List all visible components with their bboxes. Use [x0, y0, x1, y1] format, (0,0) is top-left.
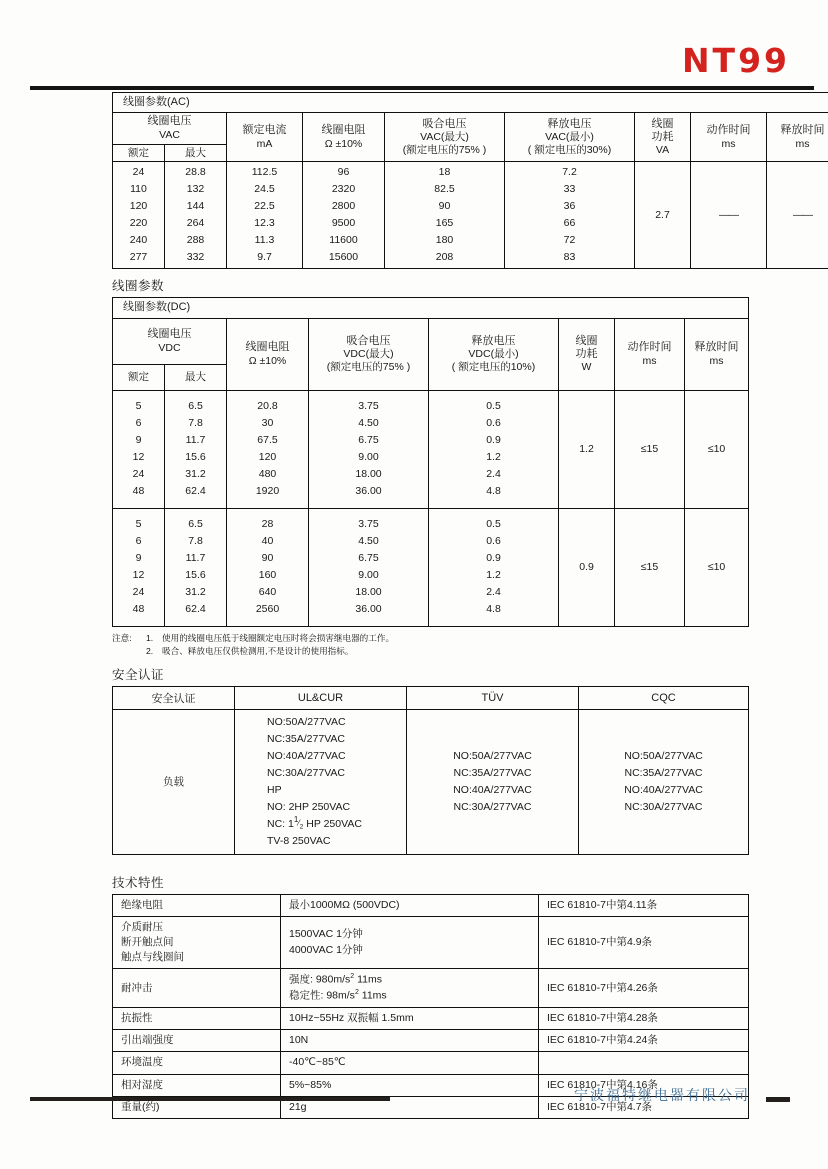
list-item: 0.5 — [486, 400, 501, 413]
list-item: 48 — [132, 485, 145, 498]
list-item: 18.00 — [355, 468, 382, 481]
list-item: 165 — [435, 217, 454, 230]
header-release-time-unit: ms — [709, 354, 724, 367]
list-item: NC:35A/277VAC — [267, 732, 346, 745]
header-operate-time — [615, 318, 685, 390]
table-row — [113, 916, 749, 969]
list-item: 11600 — [329, 234, 358, 247]
tech-row-value: 1500VAC 1分钟 4000VAC 1分钟 — [281, 916, 539, 969]
list-item: NO:40A/277VAC — [624, 783, 703, 796]
list-item: 6 — [135, 535, 142, 548]
list-item: 15.6 — [185, 569, 206, 582]
table-row — [113, 1030, 749, 1052]
tech-row-name: 绝缘电阻 — [113, 894, 281, 916]
list-item: 7.8 — [188, 417, 203, 430]
list-item: 112.5 — [251, 166, 278, 179]
header-rated: 额定 — [113, 144, 165, 162]
list-item: 48 — [132, 603, 145, 616]
dc1-rated-values — [113, 390, 165, 508]
list-item: 0.9 — [486, 552, 501, 565]
list-item: 12 — [132, 569, 145, 582]
list-item: 160 — [258, 569, 277, 582]
header-pickup-voltage-note: (额定电压的75% ) — [402, 144, 487, 157]
list-item: 1.2 — [486, 451, 501, 464]
list-item: NO:40A/277VAC — [267, 749, 346, 762]
list-item: 9.00 — [358, 451, 379, 464]
dc2-operate-time-value: ≤15 — [615, 508, 685, 626]
header-pickup-voltage-unit: VAC(最大) — [420, 131, 469, 144]
dc1-release-time-value: ≤10 — [685, 390, 749, 508]
header-release-voltage-cn: 释放电压 — [547, 117, 592, 130]
list-item: 12 — [132, 451, 145, 464]
table-row — [113, 1052, 749, 1074]
list-item: 36 — [563, 200, 576, 213]
list-item: 33 — [563, 183, 576, 196]
dc2-pickup-values — [309, 508, 429, 626]
page-header — [0, 0, 828, 92]
list-item: 6.5 — [188, 400, 203, 413]
header-coil-resistance-cn: 线圈电阻 — [321, 124, 366, 137]
header-rated-current-unit: mA — [256, 137, 273, 150]
list-item: 12.3 — [254, 217, 275, 230]
list-item: NC:30A/277VAC — [267, 766, 346, 779]
header-coil-voltage-unit: VAC — [159, 128, 180, 141]
tech-row-name: 环境温度 — [113, 1052, 281, 1074]
list-item: 120 — [129, 200, 148, 213]
list-item: 0.5 — [486, 518, 501, 531]
header-pickup-voltage-unit: VDC(最大) — [343, 348, 394, 361]
tech-row-value: 21g — [281, 1096, 539, 1118]
list-item: 132 — [186, 183, 205, 196]
header-release-voltage-unit: VAC(最小) — [545, 131, 594, 144]
table-row — [113, 709, 749, 854]
list-item: 24 — [132, 468, 145, 481]
list-item: 120 — [258, 451, 277, 464]
dc-section-label: 线圈参数 — [112, 279, 165, 294]
list-item: 24.5 — [254, 183, 275, 196]
ac-pickup-values — [385, 162, 505, 269]
header-rated-current — [227, 113, 303, 162]
list-item: 1.2 — [486, 569, 501, 582]
list-item: 28.8 — [185, 166, 206, 179]
safety-col4-header: CQC — [579, 686, 749, 709]
header-release-voltage-cn: 释放电压 — [471, 334, 516, 347]
list-item: 30 — [261, 417, 274, 430]
list-item: 9.00 — [358, 569, 379, 582]
notes-label: 注意: — [112, 632, 132, 643]
table-row — [113, 969, 749, 1007]
dc-coil-table-wrapper — [112, 297, 748, 626]
tech-row-name: 重量(约) — [113, 1096, 281, 1118]
tech-row-name: 耐冲击 — [113, 969, 281, 1007]
header-operate-time-unit: ms — [721, 137, 736, 150]
header-coil-resistance — [227, 318, 309, 390]
tech-section-label: 技术特性 — [112, 875, 165, 890]
list-item: 5 — [135, 518, 142, 531]
header-coil-power-unit: VA — [655, 144, 670, 157]
list-item: HP — [267, 783, 282, 796]
dc2-rated-values — [113, 508, 165, 626]
list-item: 15600 — [328, 251, 359, 264]
list-item: NO:50A/277VAC — [453, 749, 532, 762]
header-coil-power — [559, 318, 615, 390]
list-item: TV-8 250VAC — [267, 834, 331, 847]
table-row — [113, 1007, 749, 1029]
list-item: 288 — [186, 234, 205, 247]
list-item: 3.75 — [358, 518, 379, 531]
list-item: 31.2 — [185, 586, 206, 599]
list-item: 67.5 — [257, 434, 278, 447]
list-item: 83 — [563, 251, 576, 264]
header-release-voltage — [505, 113, 635, 162]
list-item: 4.50 — [358, 417, 379, 430]
list-item: NC:35A/277VAC — [453, 766, 532, 779]
ac-table-caption: 线圈参数(AC) — [113, 93, 828, 113]
header-rated: 额定 — [113, 364, 165, 390]
header-pickup-voltage-note: (额定电压的75% ) — [326, 361, 411, 374]
header-max: 最大 — [165, 364, 227, 390]
ac-max-values — [165, 162, 227, 269]
list-item: 82.5 — [434, 183, 455, 196]
dc2-power-value: 0.9 — [559, 508, 615, 626]
header-coil-power-cn1: 线圈 — [575, 334, 598, 347]
list-item: 90 — [438, 200, 451, 213]
list-item: 1920 — [255, 485, 280, 498]
header-coil-voltage-cn: 线圈电压 — [147, 115, 192, 128]
company-name: 宁波福特继电器有限公司 — [574, 1087, 750, 1103]
notes-label-spacer — [112, 645, 146, 658]
fraction-half: $^1⁄_2$ — [293, 814, 304, 831]
header-release-voltage-note: ( 额定电压的10%) — [451, 361, 536, 374]
list-item: 0.9 — [486, 434, 501, 447]
tech-row-value: 5%~85% — [281, 1074, 539, 1096]
notes-block — [112, 632, 828, 658]
safety-certification-table — [112, 686, 749, 855]
safety-tuv-values — [407, 709, 579, 854]
list-item: 6.5 — [188, 518, 203, 531]
dc2-max-values — [165, 508, 227, 626]
list-item: 2560 — [255, 603, 280, 616]
list-item: 2320 — [331, 183, 356, 196]
list-item: NC:30A/277VAC — [624, 800, 703, 813]
table-header-row — [113, 318, 749, 364]
table-header-row — [113, 113, 828, 144]
safety-section-label: 安全认证 — [112, 667, 165, 682]
footer-dash-mark — [766, 1097, 790, 1102]
list-item: 2800 — [331, 200, 356, 213]
list-item: 208 — [435, 251, 454, 264]
ac-operate-time-value: —— — [691, 162, 767, 269]
dc1-max-values — [165, 390, 227, 508]
dc1-resistance-values — [227, 390, 309, 508]
page-footer — [0, 1085, 828, 1111]
header-coil-voltage-cn: 线圈电压 — [147, 328, 192, 341]
tech-row-standard: IEC 61810-7中第4.11条 — [539, 894, 749, 916]
list-item: 9 — [135, 552, 142, 565]
header-pickup-voltage-cn: 吸合电压 — [346, 334, 391, 347]
ac-power-value: 2.7 — [635, 162, 691, 269]
list-item: 24 — [132, 586, 145, 599]
list-item: 2.4 — [486, 468, 501, 481]
header-coil-power-cn2: 功耗 — [651, 131, 674, 143]
dc1-operate-time-value: ≤15 — [615, 390, 685, 508]
ac-resistance-values — [303, 162, 385, 269]
list-item: NO:50A/277VAC — [267, 715, 346, 728]
header-release-time-cn: 释放时间 — [694, 341, 739, 354]
header-coil-resistance-unit: Ω ±10% — [324, 137, 363, 150]
list-item: 11.3 — [254, 234, 275, 247]
list-item: 480 — [258, 468, 277, 481]
list-item: 4.8 — [486, 603, 501, 616]
header-coil-voltage — [113, 318, 227, 364]
header-release-time — [767, 113, 828, 162]
header-release-time-cn: 释放时间 — [780, 124, 825, 137]
list-item: 36.00 — [355, 603, 382, 616]
list-item: 9.7 — [257, 251, 272, 264]
header-release-voltage — [429, 318, 559, 390]
table-caption-row — [113, 298, 749, 318]
ac-coil-parameters-table — [112, 92, 828, 269]
tech-row-name: 抗振性 — [113, 1007, 281, 1029]
dc2-resistance-values — [227, 508, 309, 626]
tech-row-value: 最小1000MΩ (500VDC) — [281, 894, 539, 916]
ac-rated-values — [113, 162, 165, 269]
tech-row-standard: IEC 61810-7中第4.16条 — [539, 1074, 749, 1096]
dc2-release-values — [429, 508, 559, 626]
tech-row-standard: IEC 61810-7中第4.9条 — [539, 916, 749, 969]
list-item: 66 — [563, 217, 576, 230]
table-data-row — [113, 508, 749, 626]
tech-row-name: 引出端强度 — [113, 1030, 281, 1052]
note-text: 吸合、释放电压仅供检测用,不是设计的使用指标。 — [162, 645, 354, 656]
safety-row-label: 负载 — [113, 709, 235, 854]
list-item: 96 — [337, 166, 350, 179]
safety-col2-header: UL&CUR — [235, 686, 407, 709]
product-logo: NT99 — [681, 41, 790, 80]
list-item: NO:50A/277VAC — [624, 749, 703, 762]
list-item: 11.7 — [185, 552, 206, 565]
list-item: 40 — [261, 535, 274, 548]
header-pickup-voltage — [385, 113, 505, 162]
list-item: 24 — [132, 166, 145, 179]
list-item: 180 — [435, 234, 454, 247]
list-item: 332 — [186, 251, 205, 264]
list-item: 7.2 — [562, 166, 577, 179]
list-item: 264 — [186, 217, 205, 230]
dc-coil-parameters-table — [112, 297, 749, 626]
header-operate-time-cn: 动作时间 — [706, 124, 751, 137]
table-data-row — [113, 162, 828, 269]
header-pickup-voltage-cn: 吸合电压 — [422, 117, 467, 130]
tech-row-standard: IEC 61810-7中第4.24条 — [539, 1030, 749, 1052]
header-divider — [30, 86, 814, 90]
list-item: 15.6 — [185, 451, 206, 464]
table-header-row — [113, 686, 749, 709]
list-item: 144 — [186, 200, 205, 213]
list-item: 110 — [130, 183, 147, 196]
note-text: 使用的线圈电压低于线圈额定电压时将会损害继电器的工作。 — [162, 632, 395, 643]
note-index: 2. — [146, 645, 154, 656]
header-coil-resistance — [303, 113, 385, 162]
dc1-power-value: 1.2 — [559, 390, 615, 508]
header-release-voltage-note: ( 额定电压的30%) — [527, 144, 612, 157]
tech-row-value: 10Hz~55Hz 双振幅 1.5mm — [281, 1007, 539, 1029]
list-item: 0.6 — [486, 417, 501, 430]
safety-ul-cur-values — [235, 709, 407, 854]
table-data-row — [113, 390, 749, 508]
table-caption-row — [113, 93, 828, 113]
list-item: 31.2 — [185, 468, 206, 481]
header-operate-time — [691, 113, 767, 162]
header-release-time-unit: ms — [795, 137, 810, 150]
header-coil-power-cn2: 功耗 — [575, 347, 598, 360]
ac-coil-table-wrapper — [112, 92, 825, 269]
tech-row-name: 相对湿度 — [113, 1074, 281, 1096]
list-item: 6.75 — [358, 434, 379, 447]
header-coil-voltage-unit: VDC — [158, 341, 181, 354]
header-coil-voltage — [113, 113, 227, 144]
safety-col1-header: 安全认证 — [113, 686, 235, 709]
tech-row-standard: IEC 61810-7中第4.26条 — [539, 969, 749, 1007]
list-item: 20.8 — [257, 400, 278, 413]
ac-current-values — [227, 162, 303, 269]
header-rated-current-cn: 额定电流 — [242, 124, 287, 137]
footer-divider — [30, 1097, 390, 1101]
safety-table-wrapper — [112, 686, 748, 855]
tech-row-value: 强度: $980m/s^2$ 11ms 稳定性: $98m/s^2$ 11ms — [281, 969, 539, 1007]
note-item — [112, 645, 828, 658]
header-coil-resistance-cn: 线圈电阻 — [245, 341, 290, 354]
list-item: 6 — [135, 417, 142, 430]
list-item: 3.75 — [358, 400, 379, 413]
header-release-voltage-unit: VDC(最小) — [468, 348, 519, 361]
safety-cqc-values — [579, 709, 749, 854]
header-coil-power — [635, 113, 691, 162]
list-item: 18.00 — [355, 586, 382, 599]
tech-row-standard: IEC 61810-7中第4.7条 — [539, 1096, 749, 1118]
tech-row-value: -40℃~85℃ — [281, 1052, 539, 1074]
dc1-pickup-values — [309, 390, 429, 508]
header-coil-power-unit: W — [581, 361, 592, 374]
header-coil-power-cn1: 线圈 — [651, 117, 674, 130]
list-item: 2.4 — [486, 586, 501, 599]
list-item: 22.5 — [254, 200, 275, 213]
list-item: 240 — [129, 234, 148, 247]
header-operate-time-unit: ms — [642, 354, 657, 367]
list-item: 9500 — [331, 217, 356, 230]
list-item: 6.75 — [358, 552, 379, 565]
safety-col3-header: TÜV — [407, 686, 579, 709]
list-item: NC: $1^1⁄_2$ HP 250VAC — [267, 814, 362, 831]
list-item: NC:30A/277VAC — [453, 800, 532, 813]
list-item: 9 — [135, 434, 142, 447]
list-item: 62.4 — [185, 603, 206, 616]
note-item — [112, 632, 828, 645]
table-row — [113, 894, 749, 916]
list-item: 18 — [438, 166, 451, 179]
list-item: 90 — [261, 552, 274, 565]
list-item: 5 — [135, 400, 142, 413]
header-max: 最大 — [165, 144, 227, 162]
list-item: 277 — [129, 251, 148, 264]
dc2-release-time-value: ≤10 — [685, 508, 749, 626]
header-operate-time-cn: 动作时间 — [627, 341, 672, 354]
dc-table-caption: 线圈参数(DC) — [113, 298, 749, 318]
header-coil-resistance-unit: Ω ±10% — [248, 354, 287, 367]
tech-row-standard: IEC 61810-7中第4.28条 — [539, 1007, 749, 1029]
header-pickup-voltage — [309, 318, 429, 390]
list-item: 7.8 — [188, 535, 203, 548]
tech-row-standard — [539, 1052, 749, 1074]
list-item: NO: 2HP 250VAC — [267, 800, 351, 813]
tech-row-name: 介质耐压 断开触点间 触点与线圈间 — [113, 916, 281, 969]
list-item: 640 — [258, 586, 277, 599]
list-item: NO:40A/277VAC — [453, 783, 532, 796]
list-item: 62.4 — [185, 485, 206, 498]
list-item: 11.7 — [185, 434, 206, 447]
note-index: 1. — [146, 632, 154, 643]
list-item: 220 — [129, 217, 148, 230]
list-item: 28 — [261, 518, 274, 531]
list-item: 0.6 — [486, 535, 501, 548]
list-item: 4.50 — [358, 535, 379, 548]
list-item: NC:35A/277VAC — [624, 766, 703, 779]
tech-row-value: 10N — [281, 1030, 539, 1052]
list-item: 36.00 — [355, 485, 382, 498]
dc1-release-values — [429, 390, 559, 508]
list-item: 4.8 — [486, 485, 501, 498]
header-release-time — [685, 318, 749, 390]
list-item: 72 — [563, 234, 576, 247]
ac-release-time-value: —— — [767, 162, 828, 269]
ac-release-values — [505, 162, 635, 269]
